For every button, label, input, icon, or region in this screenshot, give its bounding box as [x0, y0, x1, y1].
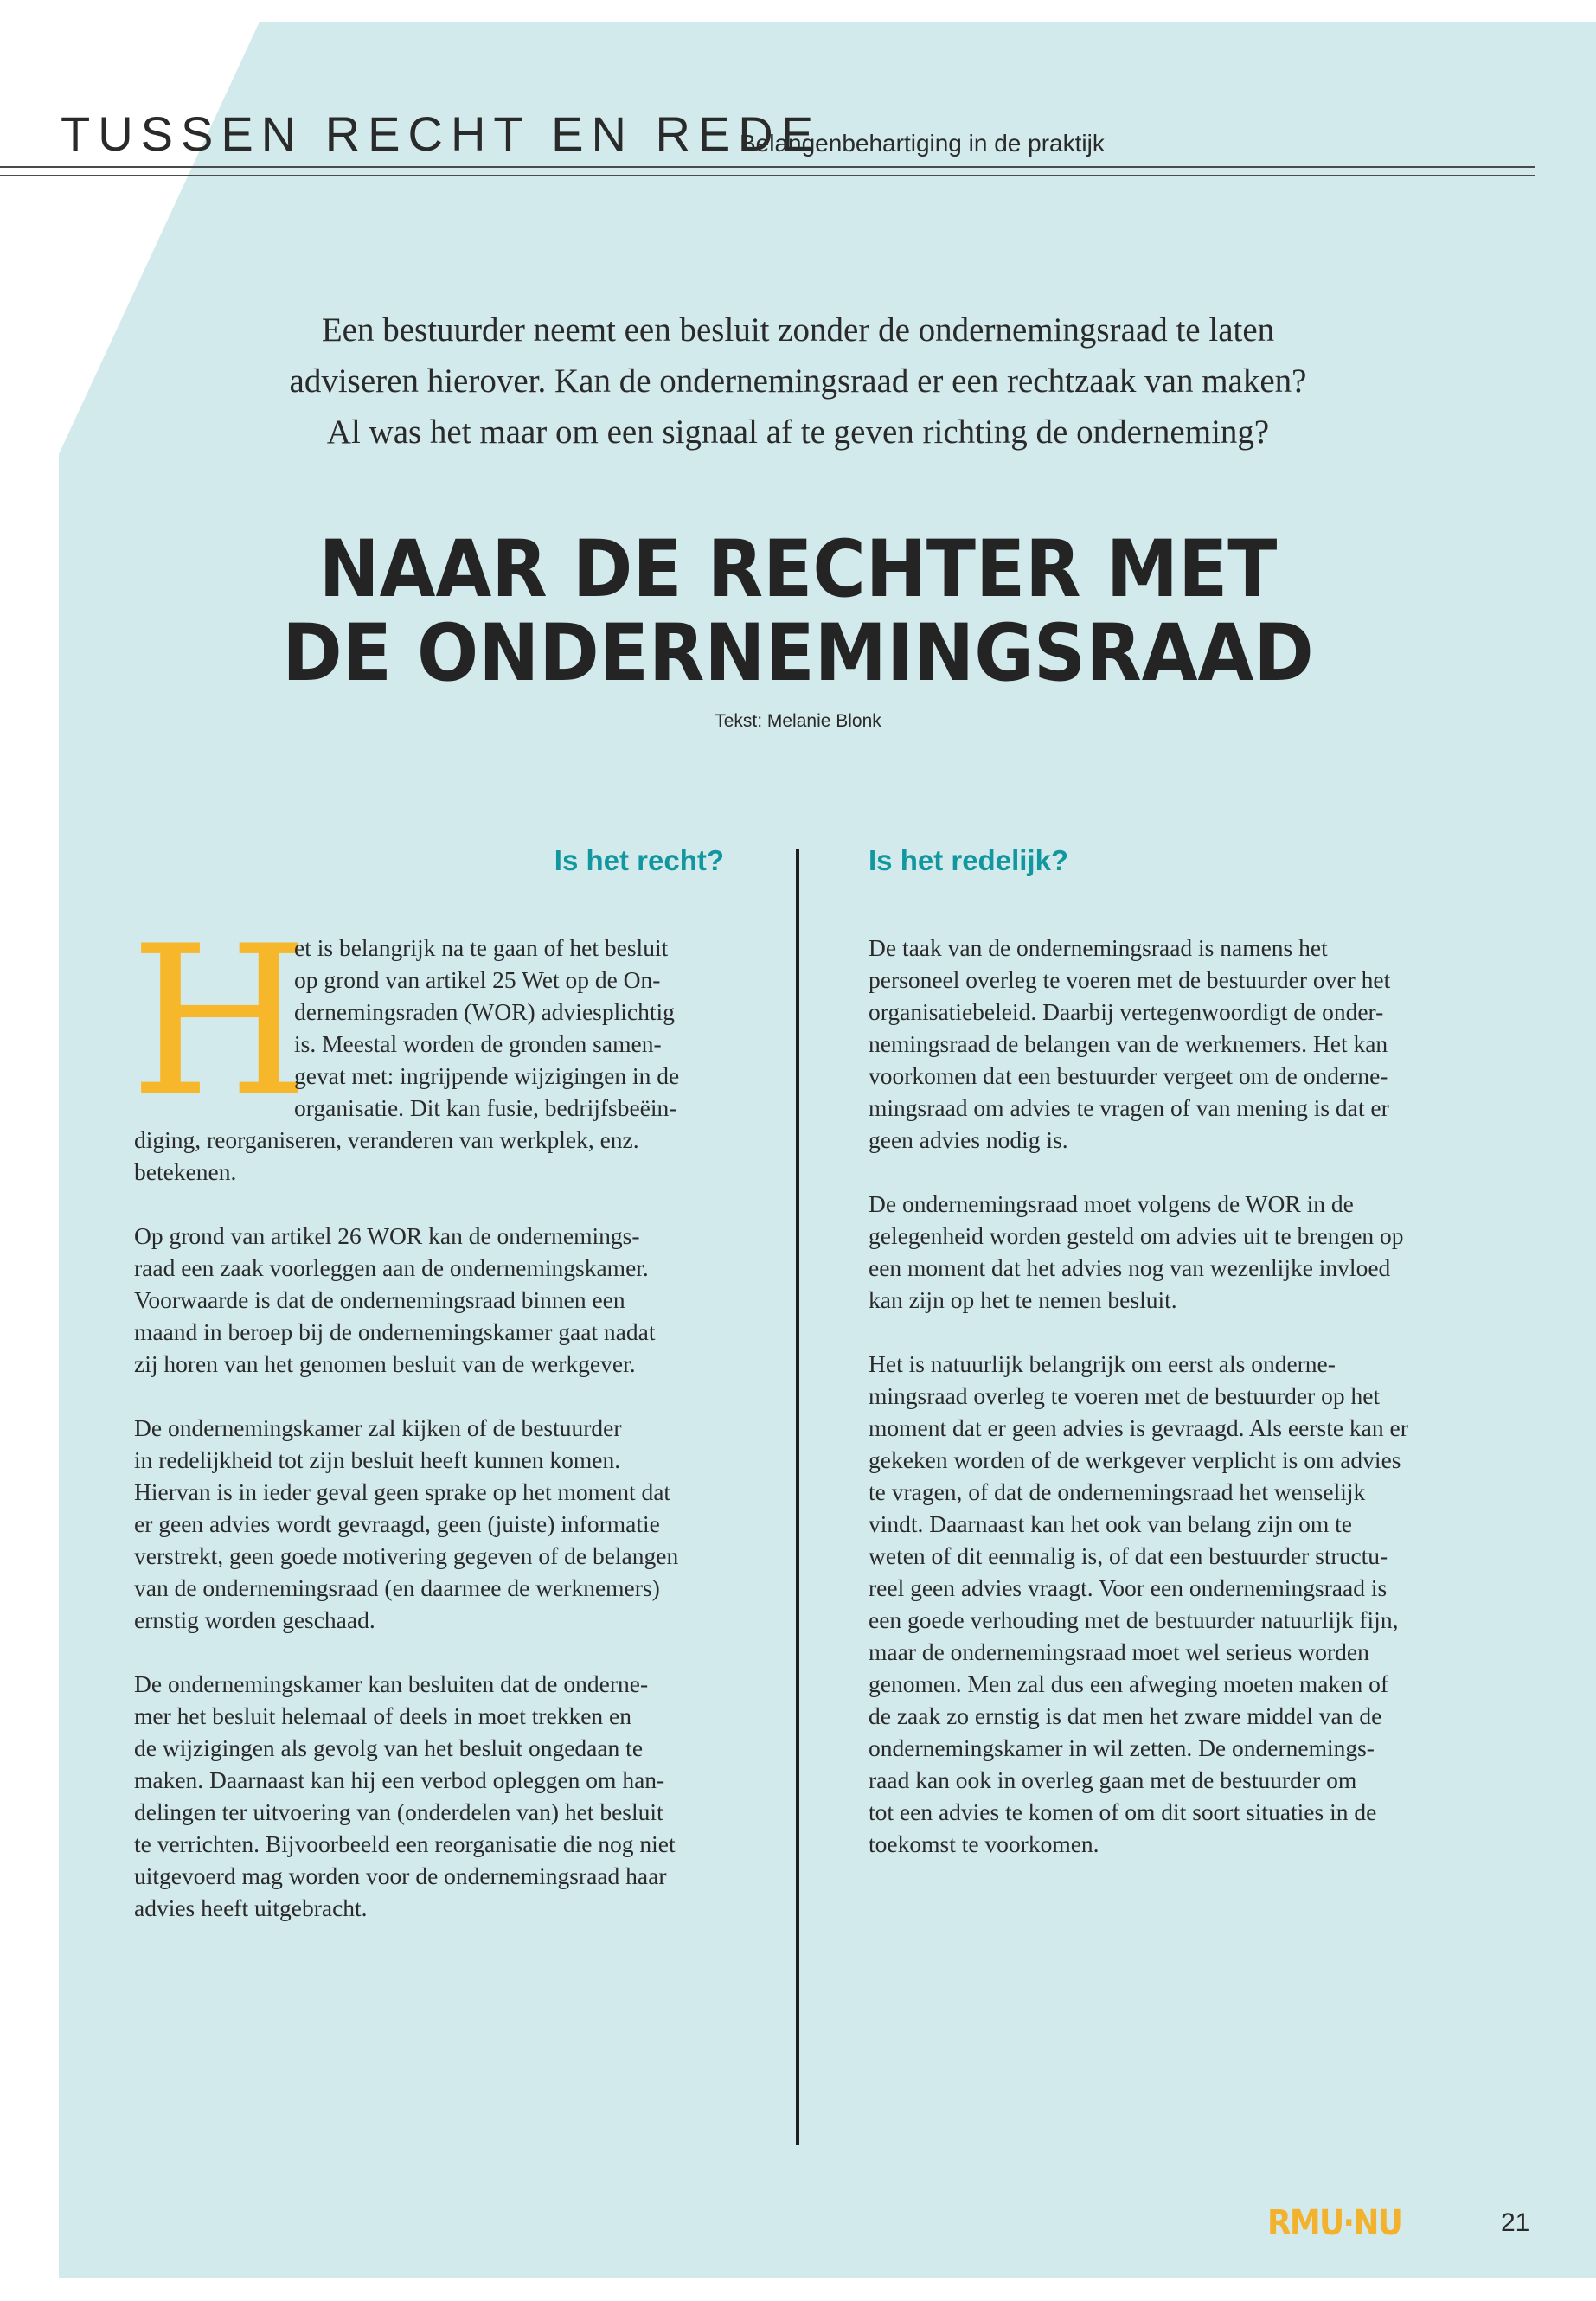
byline: Tekst: Melanie Blonk — [715, 711, 881, 731]
text-line: delingen ter uitvoering van (onderdelen van) het besluit — [134, 1798, 663, 1825]
text-line: raad kan ook in overleg gaan met de bestuurder om — [869, 1766, 1357, 1793]
intro-text — [138, 304, 1458, 458]
text-line: diging, reorganiseren, veranderen van werkplek, enz. — [134, 1126, 639, 1153]
paragraph — [134, 1412, 740, 1636]
text-line: weten of dit eenmalig is, of dat een bestuurder structu- — [869, 1542, 1388, 1569]
text-line: een goede verhouding met de bestuurder natuurlijk fijn, — [869, 1606, 1399, 1633]
text-line: De ondernemingsraad moet volgens de WOR in de — [869, 1190, 1354, 1217]
header-rule-top — [0, 166, 1535, 168]
text-line: personeel overleg te voeren met de bestuurder over het — [869, 966, 1391, 993]
text-line: is. Meestal worden de gronden samen- — [294, 1030, 662, 1057]
text-line: maand in beroep bij de ondernemingskamer gaat nadat — [134, 1318, 656, 1345]
left-column-body — [134, 932, 740, 1956]
text-line: in redelijkheid tot zijn besluit heeft kunnen komen. — [134, 1446, 621, 1473]
text-line: mingsraad overleg te voeren met de bestuurder op het — [869, 1382, 1381, 1409]
text-line: moment dat er geen advies is gevraagd. Als eerste kan er — [869, 1414, 1408, 1441]
page-title-line: DE ONDERNEMINGSRAAD — [282, 608, 1314, 699]
paragraph — [869, 1188, 1500, 1316]
page-number: 21 — [1501, 2208, 1530, 2237]
section-subtitle: Belangenbehartiging in de praktijk — [740, 130, 1105, 157]
paragraph — [869, 932, 1500, 1156]
text-line: van de ondernemingsraad (en daarmee de werknemers) — [134, 1574, 660, 1601]
text-line: kan zijn op het te nemen besluit. — [869, 1286, 1177, 1313]
text-line: tot een advies te komen of om dit soort situaties in de — [869, 1798, 1377, 1825]
drop-cap: H — [130, 902, 310, 1142]
text-line: uitgevoerd mag worden voor de ondernemingsraad haar — [134, 1862, 667, 1889]
text-line: dernemingsraden (WOR) adviesplichtig — [294, 998, 675, 1025]
text-line: Op grond van artikel 26 WOR kan de ondernemings- — [134, 1222, 640, 1249]
text-line: vindt. Daarnaast kan het ook van belang zijn om te — [869, 1510, 1352, 1537]
text-line: et is belangrijk na te gaan of het besluit — [294, 934, 669, 961]
text-line: reel geen advies vraagt. Voor een ondernemingsraad is — [869, 1574, 1388, 1601]
text-line: mer het besluit helemaal of deels in moet trekken en — [134, 1702, 632, 1729]
left-column-heading: Is het recht? — [554, 844, 724, 876]
text-line: Voorwaarde is dat de ondernemingsraad binnen een — [134, 1286, 625, 1313]
magazine-logo — [1267, 2203, 1416, 2243]
text-line: geen advies nodig is. — [869, 1126, 1068, 1153]
text-line: Hiervan is in ieder geval geen sprake op het moment dat — [134, 1478, 671, 1505]
text-line: raad een zaak voorleggen aan de ondernemingskamer. — [134, 1254, 649, 1281]
right-column-heading: Is het redelijk? — [869, 844, 1069, 876]
text-line: een moment dat het advies nog van wezenlijke invloed — [869, 1254, 1391, 1281]
text-line: De ondernemingskamer kan besluiten dat de onderne- — [134, 1670, 649, 1697]
text-line: er geen advies wordt gevraagd, geen (juiste) informatie — [134, 1510, 660, 1537]
intro-line: Een bestuurder neemt een besluit zonder de ondernemingsraad te laten — [321, 311, 1275, 349]
text-line: de wijzigingen als gevolg van het besluit ongedaan te — [134, 1734, 644, 1761]
text-line: De taak van de ondernemingsraad is namens het — [869, 934, 1328, 961]
text-line: organisatie. Dit kan fusie, bedrijfsbeëin- — [294, 1094, 677, 1121]
text-line: te vragen, of dat de ondernemingsraad het wenselijk — [869, 1478, 1366, 1505]
text-line: de zaak zo ernstig is dat men het zware middel van de — [869, 1702, 1382, 1729]
paragraph — [134, 1220, 740, 1380]
text-line: genomen. Men zal dus een afweging moeten maken of — [869, 1670, 1388, 1697]
text-line: zij horen van het genomen besluit van de werkgever. — [134, 1350, 636, 1377]
text-line: maken. Daarnaast kan hij een verbod opleggen om han- — [134, 1766, 665, 1793]
paragraph — [869, 1348, 1500, 1860]
text-line: gelegenheid worden gesteld om advies uit te brengen op — [869, 1222, 1404, 1249]
column-divider — [796, 849, 799, 2145]
text-line: verstrekt, geen goede motivering gegeven of de belangen — [134, 1542, 679, 1569]
text-line: gekeken worden of de werkgever verplicht is om advies — [869, 1446, 1401, 1473]
text-line: ondernemingskamer in wil zetten. De ondernemings- — [869, 1734, 1375, 1761]
right-column-body — [869, 932, 1500, 1892]
page-title-line: NAAR DE RECHTER MET — [318, 524, 1278, 615]
text-line: maar de ondernemingsraad moet wel serieus worden — [869, 1638, 1369, 1665]
text-line: Het is natuurlijk belangrijk om eerst als onderne- — [869, 1350, 1336, 1377]
intro-line: Al was het maar om een signaal af te geven richting de onderneming? — [326, 413, 1270, 451]
text-line: ernstig worden geschaad. — [134, 1606, 375, 1633]
text-line: nemingsraad de belangen van de werknemers. Het kan — [869, 1030, 1388, 1057]
header-rule-bottom — [0, 175, 1535, 176]
paragraph — [134, 1668, 740, 1924]
text-line: mingsraad om advies te vragen of van mening is dat er — [869, 1094, 1389, 1121]
text-line: advies heeft uitgebracht. — [134, 1894, 368, 1921]
section-title: TUSSEN RECHT EN REDE — [61, 106, 822, 161]
text-line: voorkomen dat een bestuurder vergeet om de onderne- — [869, 1062, 1388, 1089]
page-title — [138, 524, 1458, 699]
text-line: De ondernemingskamer zal kijken of de bestuurder — [134, 1414, 622, 1441]
paragraph — [134, 932, 740, 1188]
text-line: betekenen. — [134, 1158, 237, 1185]
intro-line: adviseren hierover. Kan de ondernemingsraad er een rechtzaak van maken? — [289, 362, 1307, 400]
text-line: op grond van artikel 25 Wet op de On- — [294, 966, 661, 993]
text-line: gevat met: ingrijpende wijzigingen in de — [294, 1062, 680, 1089]
text-line: toekomst te voorkomen. — [869, 1830, 1099, 1857]
text-line: te verrichten. Bijvoorbeeld een reorganisatie die nog niet — [134, 1830, 676, 1857]
logo-text: RMU·NU — [1267, 2203, 1402, 2243]
text-line: organisatiebeleid. Daarbij vertegenwoordigt de onder- — [869, 998, 1384, 1025]
